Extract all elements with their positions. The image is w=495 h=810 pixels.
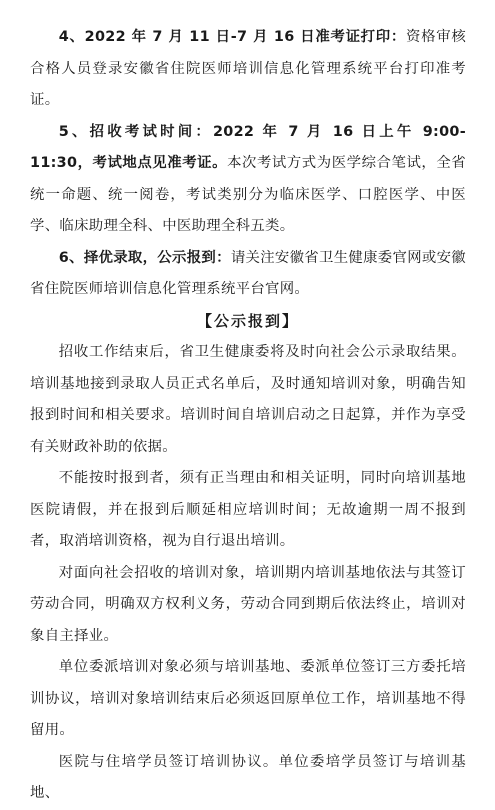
paragraph-3: 对面向社会招收的培训对象，培训期内培训基地依法与其签订劳动合同，明确双方权利义务，劳动合同到期后依法终止，培训对象自主择业。: [30, 564, 466, 644]
item-4: [30, 22, 466, 117]
item-6-heading: 6、择优录取，公示报到：: [58, 249, 231, 266]
section-heading: 【公示报到】: [196, 311, 299, 330]
item-5-heading: 5、招收考试时间：2022 年 7 月 16 日上午 9:00-11:30，考试地点见准考证。: [30, 123, 466, 171]
paragraph-4: 单位委派培训对象必须与培训基地、委派单位签订三方委托培训协议，培训对象培训结束后必须返回原单位工作，培训基地不得留用。: [30, 659, 466, 738]
item-5: [30, 117, 466, 243]
paragraph-5: 医院与住培学员签订培训协议。单位委培学员签订与培训基地、: [30, 753, 466, 801]
item-6-text: 请关注安徽省卫生健康委官网或安徽省住院医师培训信息化管理系统平台官网。: [30, 249, 466, 297]
item-4-text: 资格审核合格人员登录安徽省住院医师培训信息化管理系统平台打印准考证。: [30, 29, 467, 108]
item-4-heading: 4、2022 年 7 月 11 日-7 月 16 日准考证打印：: [58, 29, 406, 45]
document-page: [30, 22, 466, 810]
item-5-text: 本次考试方式为医学综合笔试，全省统一命题、统一阅卷，考试类别分为临床医学、口腔医学、中医学、临床助理全科、中医助理全科五类。: [30, 155, 466, 234]
item-6: [30, 243, 466, 306]
paragraph-2: 不能按时报到者，须有正当理由和相关证明，同时向培训基地医院请假，并在报到后顺延相应培训时间；无故逾期一周不报到者，取消培训资格，视为自行退出培训。: [30, 470, 466, 549]
paragraph-1: 招收工作结束后，省卫生健康委将及时向社会公示录取结果。培训基地接到录取人员正式名单后，及时通知培训对象，明确告知报到时间和相关要求。培训时间自培训启动之日起算，并作为享受有关财政补助的依据。: [30, 344, 466, 455]
